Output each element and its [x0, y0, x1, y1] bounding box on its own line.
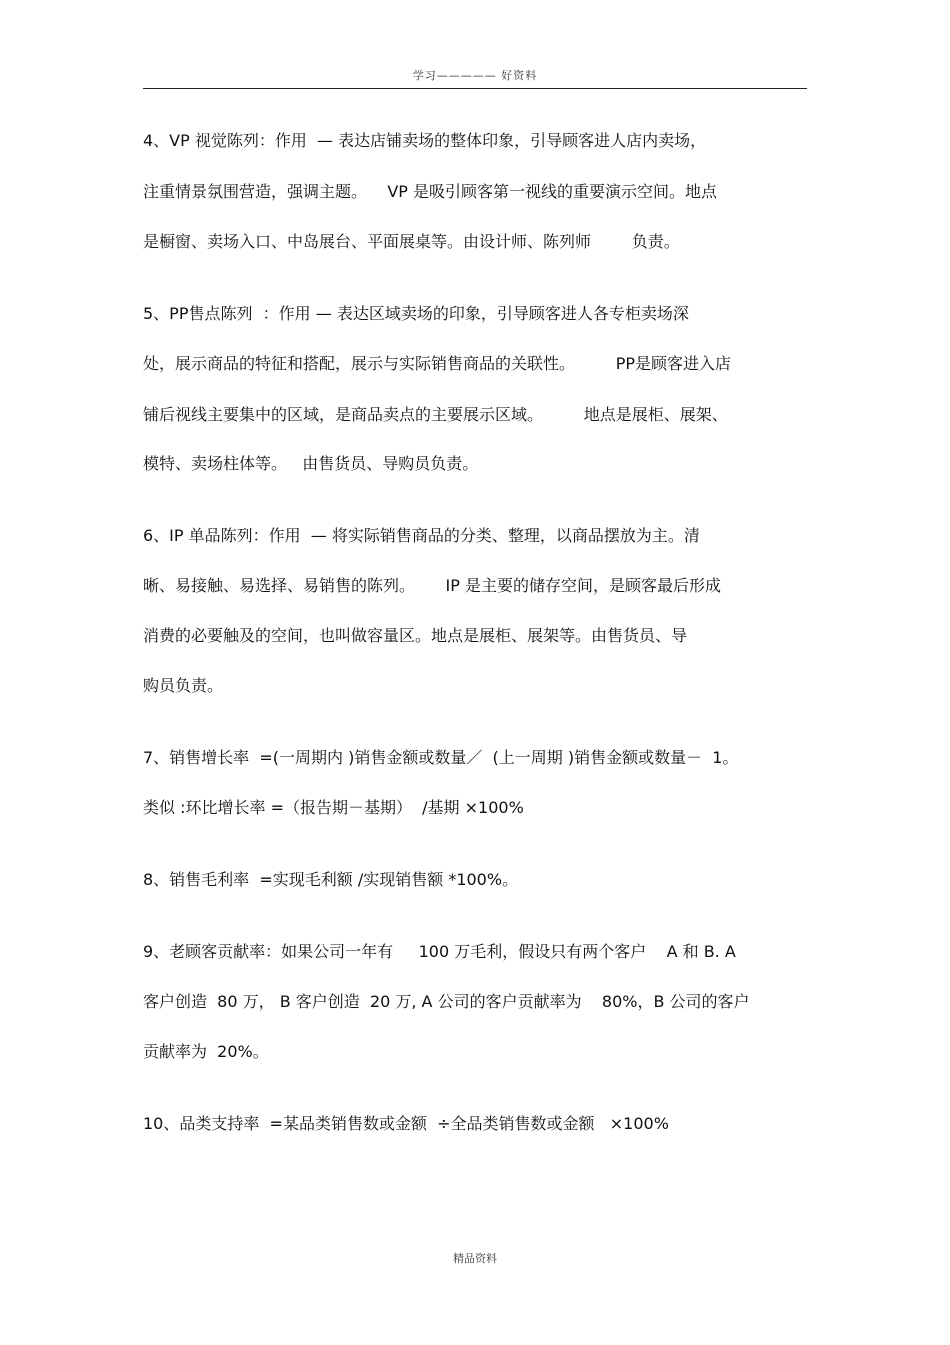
paragraph-5-line-1: 5、PP售点陈列 ：作用 — 表达区域卖场的印象，引导顾客进人各专柜卖场深	[143, 304, 689, 323]
paragraph-7-line-2: 类似 :环比增长率 =（报告期－基期） /基期 ×100%	[143, 798, 524, 817]
paragraph-7-line-1: 7、销售增长率 =(一周期内 )销售金额或数量／ (上一周期 )销售金额或数量－ 1。	[143, 748, 739, 767]
page-header	[143, 64, 807, 89]
paragraph-6-line-2: 晰、易接触、易选择、易销售的陈列。 IP 是主要的储存空间，是顾客最后形成	[143, 576, 721, 595]
paragraph-9-line-3: 贡献率为 20%。	[143, 1042, 269, 1061]
paragraph-9-line-2: 客户创造 80 万， B 客户创造 20 万, A 公司的客户贡献率为 80%，B 公司的客户	[143, 992, 750, 1011]
paragraph-5-line-2: 处，展示商品的特征和搭配，展示与实际销售商品的关联性。 PP是顾客进入店	[143, 354, 731, 373]
paragraph-6-line-4: 购员负责。	[143, 676, 224, 695]
paragraph-6-line-1: 6、IP 单品陈列：作用 — 将实际销售商品的分类、整理，以商品摆放为主。清	[143, 526, 700, 545]
paragraph-6-line-3: 消费的必要触及的空间，也叫做容量区。地点是展柜、展架等。由售货员、导	[143, 626, 688, 645]
paragraph-5-line-3: 铺后视线主要集中的区域，是商品卖点的主要展示区域。 地点是展柜、展架、	[143, 405, 728, 424]
page-footer: 精品资料	[453, 1252, 497, 1265]
paragraph-4-line-3: 是橱窗、卖场入口、中岛展台、平面展桌等。由设计师、陈列师 负责。	[143, 232, 680, 251]
paragraph-5-line-4: 模特、卖场柱体等。 由售货员、导购员负责。	[143, 454, 479, 473]
paragraph-8-line-1: 8、销售毛利率 =实现毛利额 /实现销售额 *100%。	[143, 870, 519, 889]
paragraph-4-line-1: 4、VP 视觉陈列：作用 — 表达店铺卖场的整体印象，引导顾客进人店内卖场，	[143, 131, 707, 150]
paragraph-4-line-2: 注重情景氛围营造，强调主题。 VP 是吸引顾客第一视线的重要演示空间。地点	[143, 182, 718, 201]
paragraph-9-line-1: 9、老顾客贡献率：如果公司一年有 100 万毛利，假设只有两个客户 A 和 B. A	[143, 942, 736, 961]
paragraph-10-line-1: 10、品类支持率 =某品类销售数或金额 ÷全品类销售数或金额 ×100%	[143, 1114, 669, 1133]
header-text: 学习————— 好资料	[412, 69, 538, 82]
